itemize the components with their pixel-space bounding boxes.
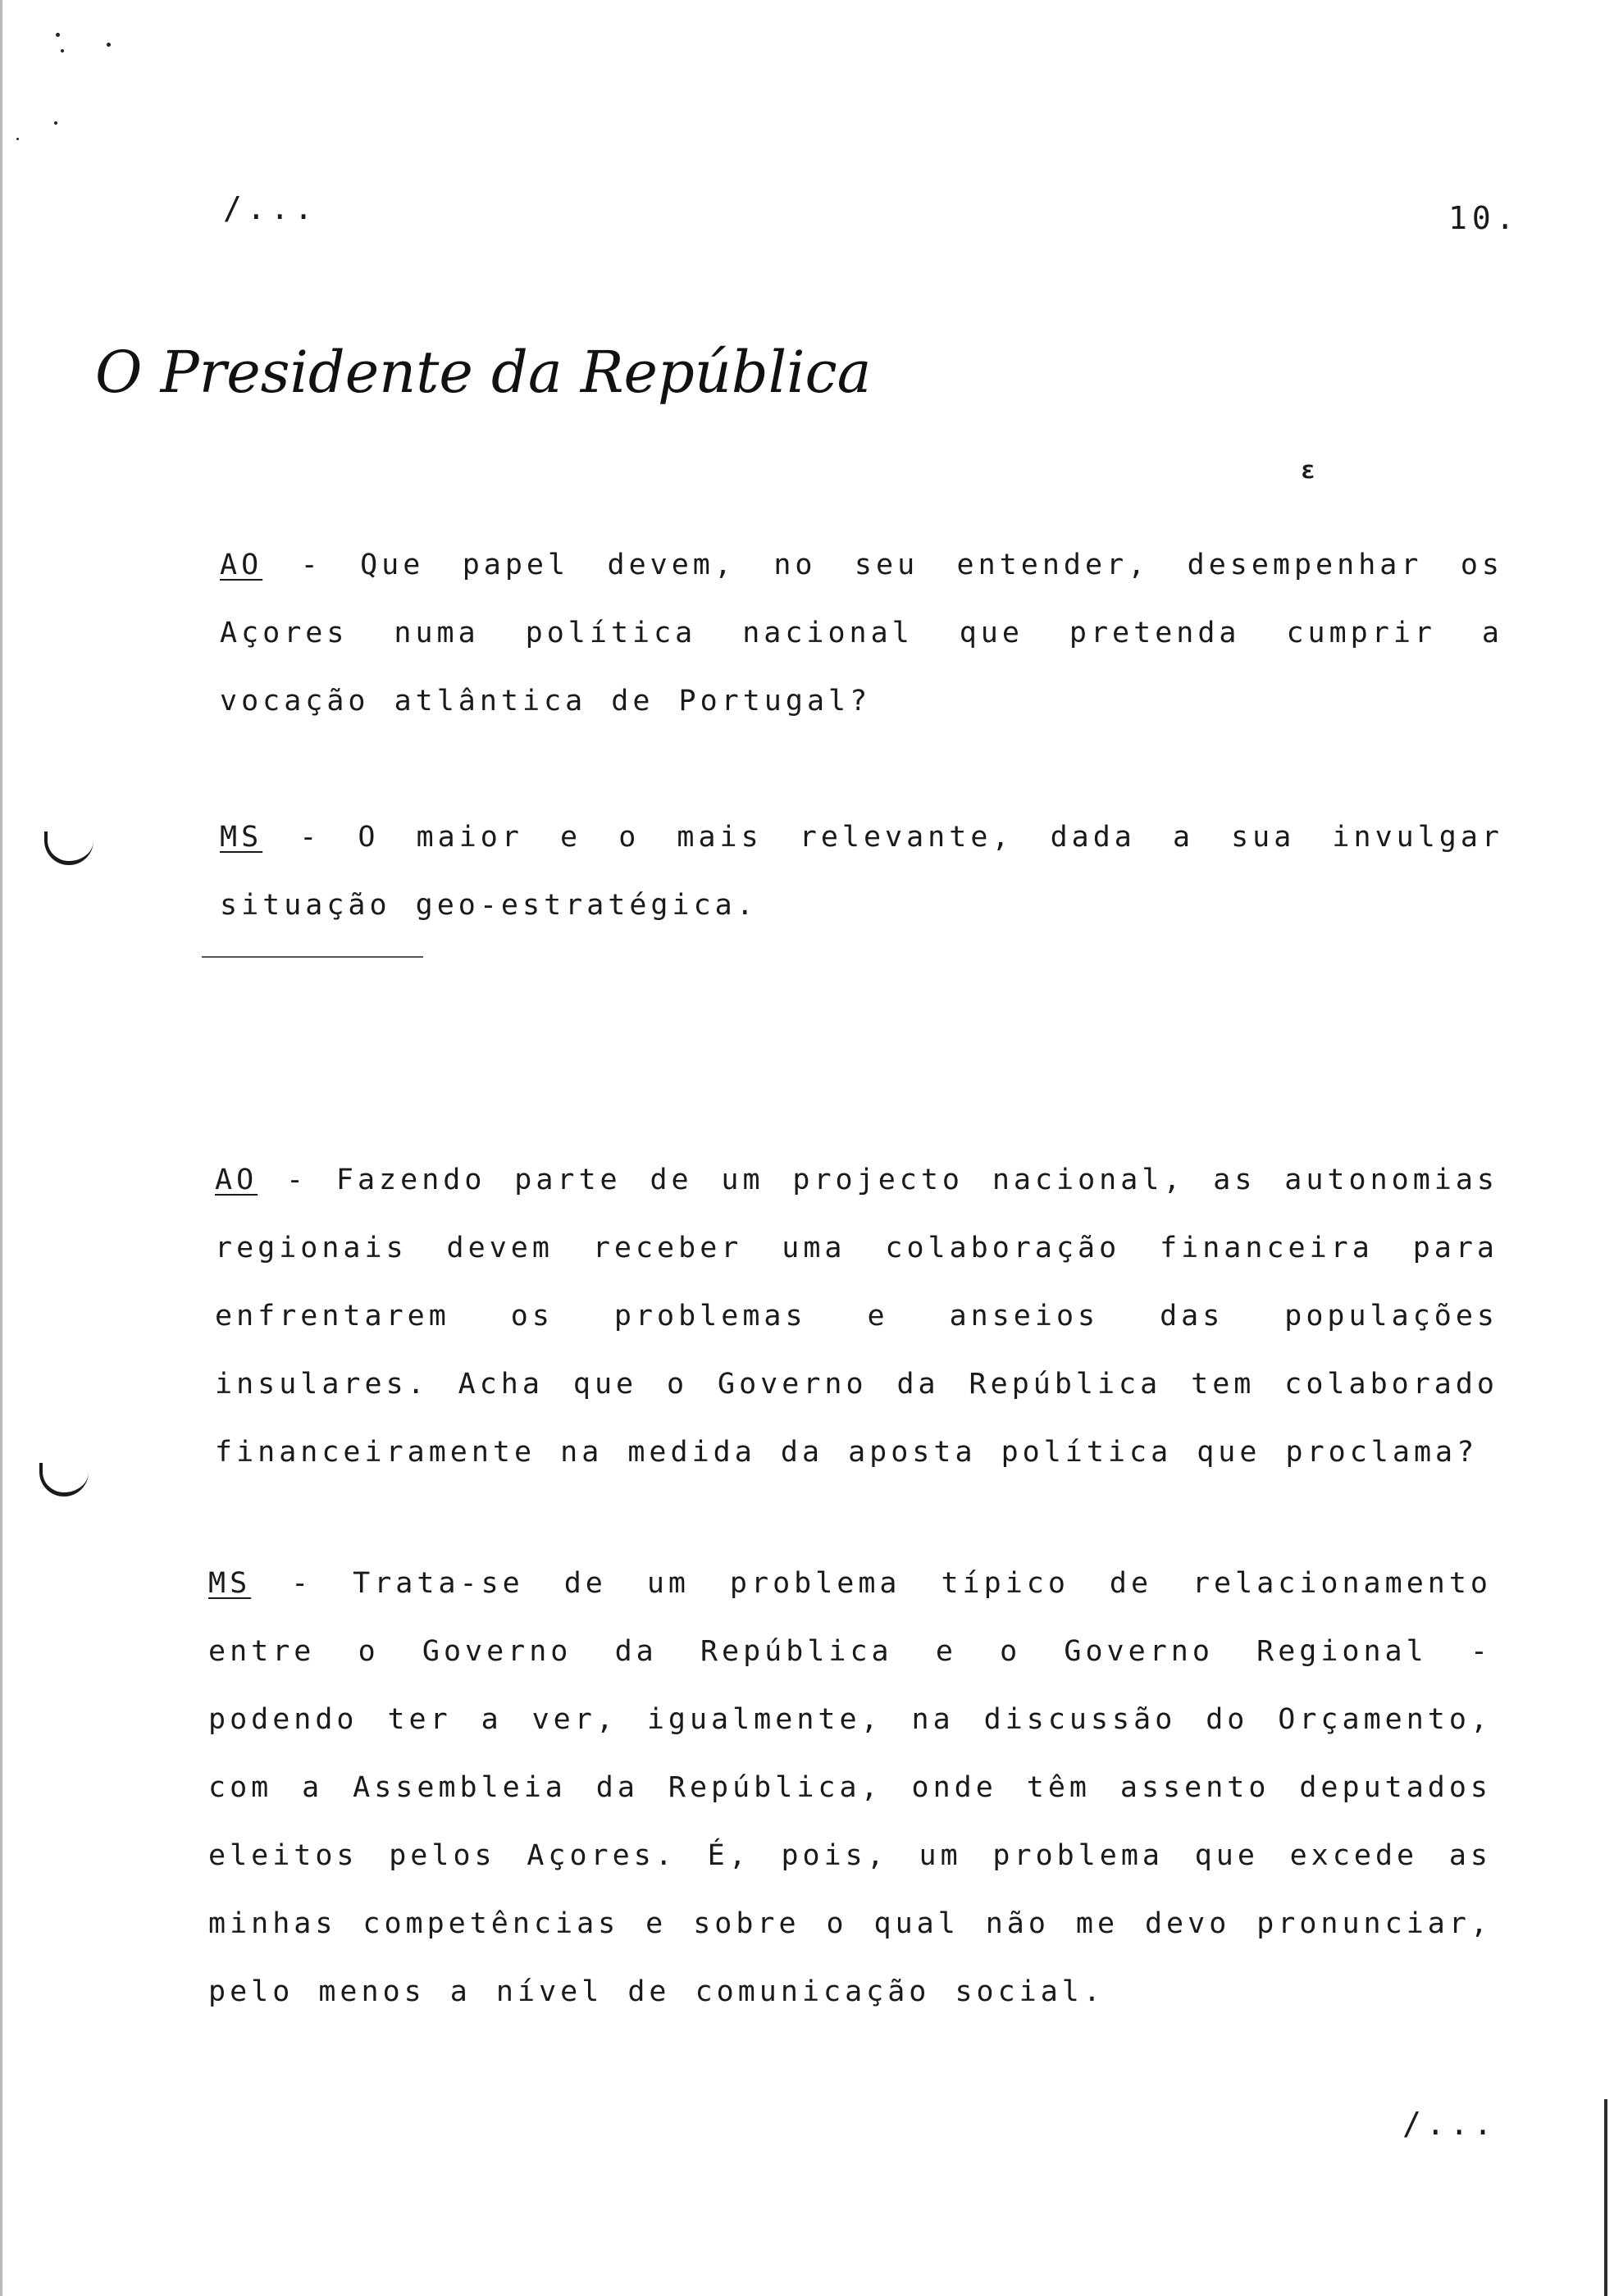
scan-speck: [107, 43, 111, 47]
scan-speck: [61, 49, 64, 52]
scan-speck: [16, 138, 19, 140]
question-2: [215, 1146, 1498, 1487]
continuation-marker-bottom: /...: [1402, 2106, 1498, 2142]
separator-line: [202, 956, 423, 958]
question-text: - Que papel devem, no seu entender, desempenhar os Açores numa política nacional que pretenda cumprir a vocação atlântica de Portugal?: [220, 549, 1503, 718]
answer-text: - Trata-se de um problema típico de relacionamento entre o Governo da República e o Governo Regional - podendo ter a ver, igualmente, na discussão do Orçamento, com a Assembleia da República, onde têm assento deputados eleitos pelos Açores. É, pois, um problema que excede as minhas competências e sobre o qual não me devo pronunciar, pelo menos a nível de comunicação social.: [208, 1567, 1492, 2008]
stray-mark: ɛ: [1301, 456, 1316, 485]
continuation-marker-top: /...: [223, 190, 318, 226]
letterhead: [90, 320, 872, 426]
speaker-label: MS: [220, 821, 263, 854]
question-text: - Fazendo parte de um projecto nacional, as autonomias regionais devem receber uma colaboração financeira para enfrentarem os problemas e anseios das populações insulares. Acha que o Governo da República tem colaborado financeiramente na medida da aposta política que proclama?: [215, 1164, 1498, 1469]
margin-mark: [44, 831, 93, 865]
answer-1: [220, 804, 1503, 940]
answer-text: - O maior e o mais relevante, dada a sua invulgar situação geo-estratégica.: [220, 821, 1503, 922]
margin-mark: [39, 1463, 89, 1496]
speaker-label: MS: [208, 1567, 252, 1600]
answer-2: [208, 1550, 1492, 2026]
letterhead-script: [90, 320, 872, 426]
letterhead-text: O Presidente da República: [95, 339, 872, 406]
question-1: [220, 531, 1503, 736]
page-number: 10.: [1448, 200, 1520, 236]
scan-speck: [56, 33, 60, 37]
speaker-label: AO: [220, 549, 263, 581]
scan-speck: [54, 121, 57, 125]
speaker-label: AO: [215, 1164, 258, 1196]
scan-left-edge: [0, 0, 2, 2296]
scan-right-edge: [1604, 2099, 1607, 2296]
